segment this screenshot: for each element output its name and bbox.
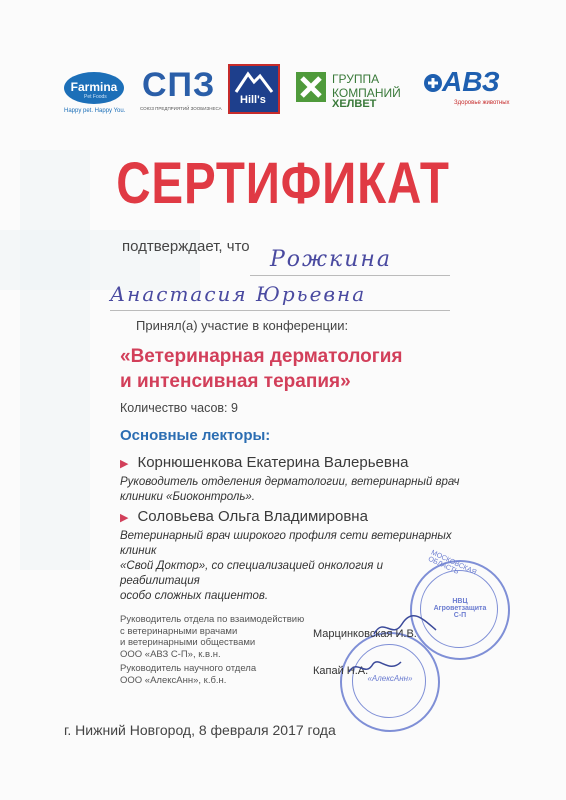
conference-title-line1: «Ветеринарная дерматология <box>120 346 403 367</box>
signatory-role-line: ООО «АВЗ С-П», к.в.н. <box>120 648 221 660</box>
issue-place-date: г. Нижний Новгород, 8 февраля 2017 года <box>64 722 336 738</box>
medical-cross-icon <box>424 74 442 92</box>
signatory-role <box>120 663 256 686</box>
triangle-bullet-icon: ▶ <box>120 512 129 524</box>
organization-stamp <box>410 549 510 660</box>
stamp-center-text: НВЦ Агроветзащита С-П <box>433 598 487 619</box>
name-line <box>110 310 450 311</box>
signatory-role-line: ООО «АлексАнн», к.б.н. <box>120 674 227 686</box>
recipient-name: Анастасия Юрьевна <box>110 282 367 306</box>
spz-logo <box>140 66 222 112</box>
conference-title <box>120 344 402 394</box>
hours-count: Количество часов: 9 <box>120 401 238 415</box>
surname-line <box>250 275 450 276</box>
lecturer-desc-line2: «Свой Доктор», со специализацией онкология и реабилитация <box>120 560 384 587</box>
signatory-role-line: с ветеринарными врачами <box>120 625 238 637</box>
avz-logo-sub: Здоровье животных <box>454 100 510 106</box>
lecturer-item <box>120 508 460 604</box>
conference-title-line2: и интенсивная терапия» <box>120 371 351 392</box>
signatory-role-line: и ветеринарными обществами <box>120 637 256 648</box>
lecturer-desc-line2: клиники «Биоконтроль». <box>120 491 255 503</box>
signature-1 <box>370 612 440 642</box>
signatory-role-line: Руководитель отдела по взаимодействию <box>120 614 305 625</box>
participated-label: Принял(а) участие в конференции: <box>136 318 349 333</box>
lecturer-desc-line3: особо сложных пациентов. <box>120 590 269 602</box>
certificate-title: СЕРТИФИКАТ <box>116 151 450 216</box>
signature-2 <box>345 652 405 682</box>
signatory-role-line: Руководитель научного отдела <box>120 663 257 674</box>
lecturers-heading: Основные лекторы: <box>120 427 271 444</box>
organization-stamp <box>340 632 440 732</box>
farmina-logo-sub: Pet Foods <box>84 94 107 100</box>
triangle-bullet-icon: ▶ <box>120 458 129 470</box>
farmina-tagline: Happy pet. Happy You. <box>64 108 126 114</box>
spz-logo-sub: СОЮЗ ПРЕДПРИЯТИЙ ЗООБИЗНЕСА <box>140 106 222 111</box>
lecturer-description <box>120 529 460 604</box>
helvet-logo <box>296 70 412 110</box>
stamp-center-text: «АлексАнн» <box>367 674 413 683</box>
lecturer-description <box>120 475 460 505</box>
avz-logo <box>424 66 524 110</box>
farmina-logo <box>62 66 128 122</box>
spz-logo-text: СПЗ <box>142 66 216 104</box>
recipient-surname: Рожкина <box>270 247 392 272</box>
farmina-logo-text: Farmina <box>64 72 124 104</box>
helvet-x-icon <box>296 72 326 102</box>
lecturer-desc-line1: Руководитель отделения дерматологии, ветеринарный врач <box>120 476 460 488</box>
signer-name: Капай Н.А. <box>313 665 369 677</box>
avz-logo-text: АВЗ <box>442 66 500 97</box>
helvet-line2: КОМПАНИЙ <box>332 86 401 100</box>
confirms-label: подтверждает, что <box>122 238 250 255</box>
stamp-ring-text: МОСКОВСКАЯ ОБЛАСТЬ <box>426 549 478 577</box>
hills-mountain-icon <box>230 68 278 94</box>
signer-name: Марцинковская И.В. <box>313 628 417 640</box>
helvet-line1: ГРУППА <box>332 72 380 86</box>
lecturer-name: Соловьева Ольга Владимировна <box>137 508 368 525</box>
lecturer-name: Корнюшенкова Екатерина Валерьевна <box>137 454 409 471</box>
signatory-role <box>120 614 304 660</box>
hills-logo-text: Hill's <box>240 94 266 106</box>
lecturer-desc-line1: Ветеринарный врач широкого профиля сети ветеринарных клиник <box>120 530 452 557</box>
hills-logo <box>228 64 280 114</box>
lecturer-item <box>120 454 460 505</box>
helvet-line3: ХЕЛВЕТ <box>332 98 377 110</box>
